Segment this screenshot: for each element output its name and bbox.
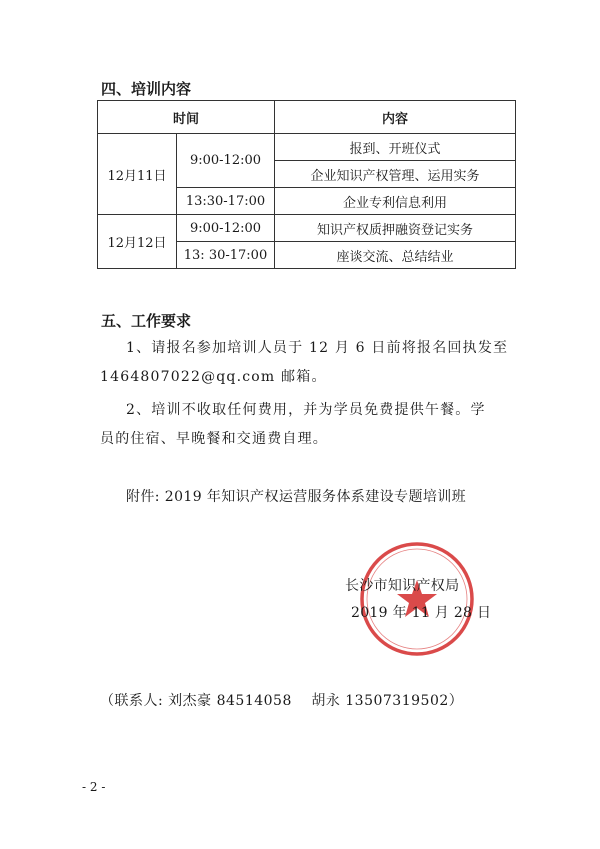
day2-morning-item: 知识产权质押融资登记实务	[275, 215, 516, 242]
table-row	[98, 215, 516, 242]
issue-date: 2019 年 11 月 28 日	[351, 605, 492, 621]
contact-line: （联系人: 刘杰豪 84514058 胡永 13507319502）	[100, 693, 464, 709]
table-header-row	[98, 101, 516, 134]
page-number: - 2 -	[82, 780, 106, 794]
day2-afternoon-time: 13: 30-17:00	[177, 242, 275, 269]
official-seal	[358, 540, 476, 658]
day1-morning-time: 9:00-12:00	[177, 134, 275, 188]
section-4-heading: 四、培训内容	[101, 80, 192, 98]
requirement-1-line-1: 1、请报名参加培训人员于 12 月 6 日前将报名回执发至	[126, 340, 509, 356]
day2-date: 12月12日	[98, 215, 177, 269]
header-content: 内容	[275, 101, 516, 134]
table-row	[98, 134, 516, 161]
header-time: 时间	[98, 101, 275, 134]
day1-afternoon-time: 13:30-17:00	[177, 188, 275, 215]
day2-morning-time: 9:00-12:00	[177, 215, 275, 242]
day1-date: 12月11日	[98, 134, 177, 215]
day1-afternoon-item: 企业专利信息利用	[275, 188, 516, 215]
schedule-table	[97, 100, 516, 269]
issuing-organization: 长沙市知识产权局	[345, 578, 460, 594]
attachment-line: 附件: 2019 年知识产权运营服务体系建设专题培训班	[126, 489, 467, 505]
day1-morning-item-2: 企业知识产权管理、运用实务	[275, 161, 516, 188]
day2-afternoon-item: 座谈交流、总结结业	[275, 242, 516, 269]
requirement-2-line-1: 2、培训不收取任何费用，并为学员免费提供午餐。学	[126, 402, 486, 418]
section-5-heading: 五、工作要求	[101, 312, 192, 330]
requirement-1-line-2: 1464807022@qq.com 邮箱。	[100, 369, 327, 385]
day1-morning-item-1: 报到、开班仪式	[275, 134, 516, 161]
requirement-2-line-2: 员的住宿、早晚餐和交通费自理。	[100, 431, 328, 447]
